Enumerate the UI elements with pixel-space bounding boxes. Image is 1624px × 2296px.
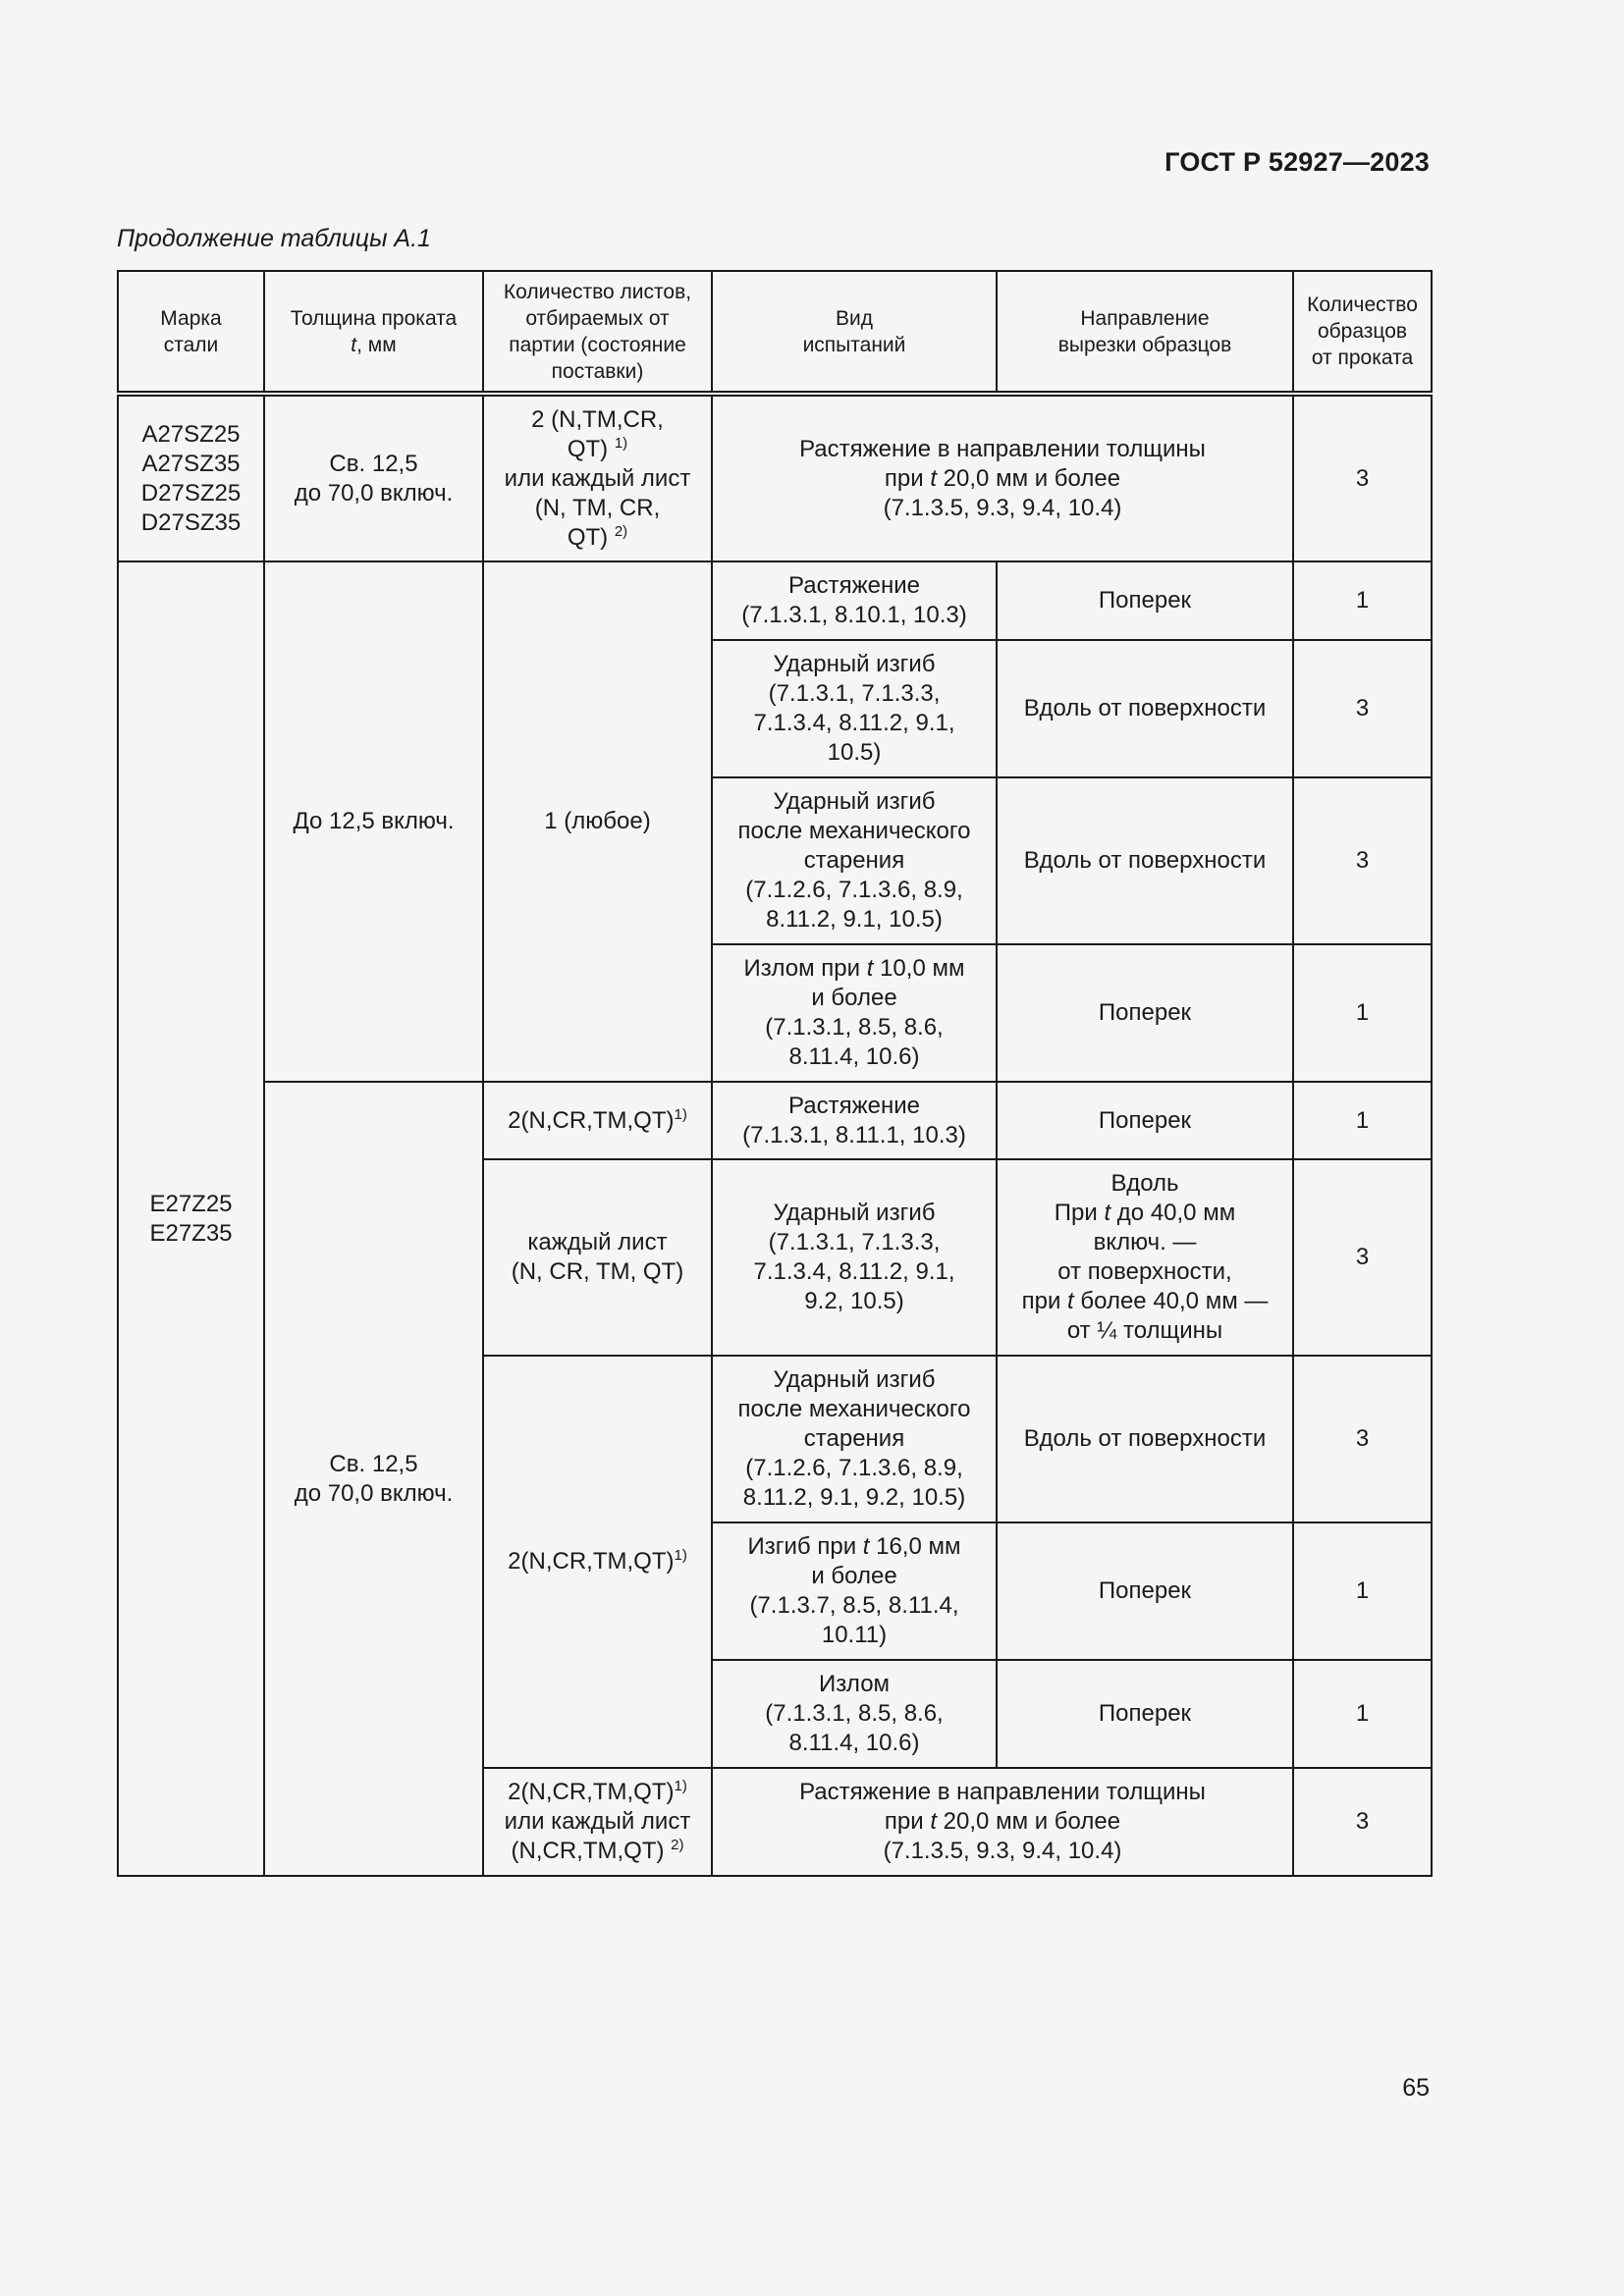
sheets-cell: $2(N,CR,TM,QT)^{1)}$	[483, 1082, 712, 1159]
header-sheets: Количество листов, отбираемых от партии (состояние поставки)	[483, 271, 712, 394]
sheets-cell: 1 (любое)	[483, 561, 712, 1082]
test-cell: Растяжение в направлении толщины при t 20,0 мм и более (7.1.3.5, 9.3, 9.4, 10.4)	[712, 1768, 1293, 1876]
table-row	[118, 394, 1432, 561]
header-samples: Количество образцов от проката	[1293, 271, 1432, 394]
header-direction: Направление вырезки образцов	[997, 271, 1293, 394]
sheets-cell: 2 (N,TM,CR, QT) $^{1)}$ или каждый лист (N, TM, CR, QT) $^{2)}$	[483, 394, 712, 561]
samples-cell: 1	[1293, 1522, 1432, 1660]
sheets-cell: каждый лист (N, CR, TM, QT)	[483, 1159, 712, 1356]
test-cell: Растяжение (7.1.3.1, 8.10.1, 10.3)	[712, 561, 997, 640]
test-cell: Ударный изгиб (7.1.3.1, 7.1.3.3, 7.1.3.4, 8.11.2, 9.1, 10.5)	[712, 640, 997, 777]
sheets-cell: $2(N,CR,TM,QT)^{1)}$ или каждый лист (N,CR,TM,QT) $^{2)}$	[483, 1768, 712, 1876]
thickness-cell: Св. 12,5 до 70,0 включ.	[264, 394, 483, 561]
table-row	[118, 561, 1432, 640]
grade-cell: E27Z25 E27Z35	[118, 561, 264, 1876]
test-cell: Ударный изгиб после механического старения (7.1.2.6, 7.1.3.6, 8.9, 8.11.2, 9.1, 9.2, 10.5)	[712, 1356, 997, 1522]
direction-cell: Поперек	[997, 1082, 1293, 1159]
direction-cell: Поперек	[997, 944, 1293, 1082]
samples-cell: 1	[1293, 1082, 1432, 1159]
header-grade: Марка стали	[118, 271, 264, 394]
table-caption: Продолжение таблицы А.1	[117, 225, 431, 252]
samples-cell: 3	[1293, 777, 1432, 944]
direction-cell: Вдоль от поверхности	[997, 640, 1293, 777]
samples-cell: 1	[1293, 1660, 1432, 1768]
header-thickness: Толщина проката t, мм	[264, 271, 483, 394]
test-cell: Ударный изгиб (7.1.3.1, 7.1.3.3, 7.1.3.4, 8.11.2, 9.1, 9.2, 10.5)	[712, 1159, 997, 1356]
direction-cell: Поперек	[997, 1522, 1293, 1660]
thickness-cell: Св. 12,5 до 70,0 включ.	[264, 1082, 483, 1876]
test-cell: Растяжение (7.1.3.1, 8.11.1, 10.3)	[712, 1082, 997, 1159]
test-cell: Ударный изгиб после механического старения (7.1.2.6, 7.1.3.6, 8.9, 8.11.2, 9.1, 10.5)	[712, 777, 997, 944]
test-cell: Изгиб при t 16,0 мм и более (7.1.3.7, 8.5, 8.11.4, 10.11)	[712, 1522, 997, 1660]
specimen-table	[117, 270, 1433, 1877]
samples-cell: 3	[1293, 394, 1432, 561]
direction-cell: Вдоль от поверхности	[997, 777, 1293, 944]
test-cell: Излом при t 10,0 мм и более (7.1.3.1, 8.5, 8.6, 8.11.4, 10.6)	[712, 944, 997, 1082]
samples-cell: 3	[1293, 1768, 1432, 1876]
samples-cell: 3	[1293, 1356, 1432, 1522]
document-code: ГОСТ Р 52927—2023	[1164, 147, 1430, 177]
test-cell: Растяжение в направлении толщины при t 20,0 мм и более (7.1.3.5, 9.3, 9.4, 10.4)	[712, 394, 1293, 561]
samples-cell: 1	[1293, 561, 1432, 640]
samples-cell: 1	[1293, 944, 1432, 1082]
test-cell: Излом (7.1.3.1, 8.5, 8.6, 8.11.4, 10.6)	[712, 1660, 997, 1768]
samples-cell: 3	[1293, 640, 1432, 777]
thickness-cell: До 12,5 включ.	[264, 561, 483, 1082]
grade-cell: A27SZ25 A27SZ35 D27SZ25 D27SZ35	[118, 394, 264, 561]
header-test-type: Вид испытаний	[712, 271, 997, 394]
direction-cell: Вдоль При t до 40,0 мм включ. — от поверхности, при t более 40,0 мм — от ¼ толщины	[997, 1159, 1293, 1356]
header-row	[118, 271, 1432, 394]
direction-cell: Вдоль от поверхности	[997, 1356, 1293, 1522]
table-row	[118, 1082, 1432, 1159]
samples-cell: 3	[1293, 1159, 1432, 1356]
page-number: 65	[1402, 2074, 1430, 2102]
sheets-cell: $2(N,CR,TM,QT)^{1)}$	[483, 1356, 712, 1768]
direction-cell: Поперек	[997, 561, 1293, 640]
direction-cell: Поперек	[997, 1660, 1293, 1768]
